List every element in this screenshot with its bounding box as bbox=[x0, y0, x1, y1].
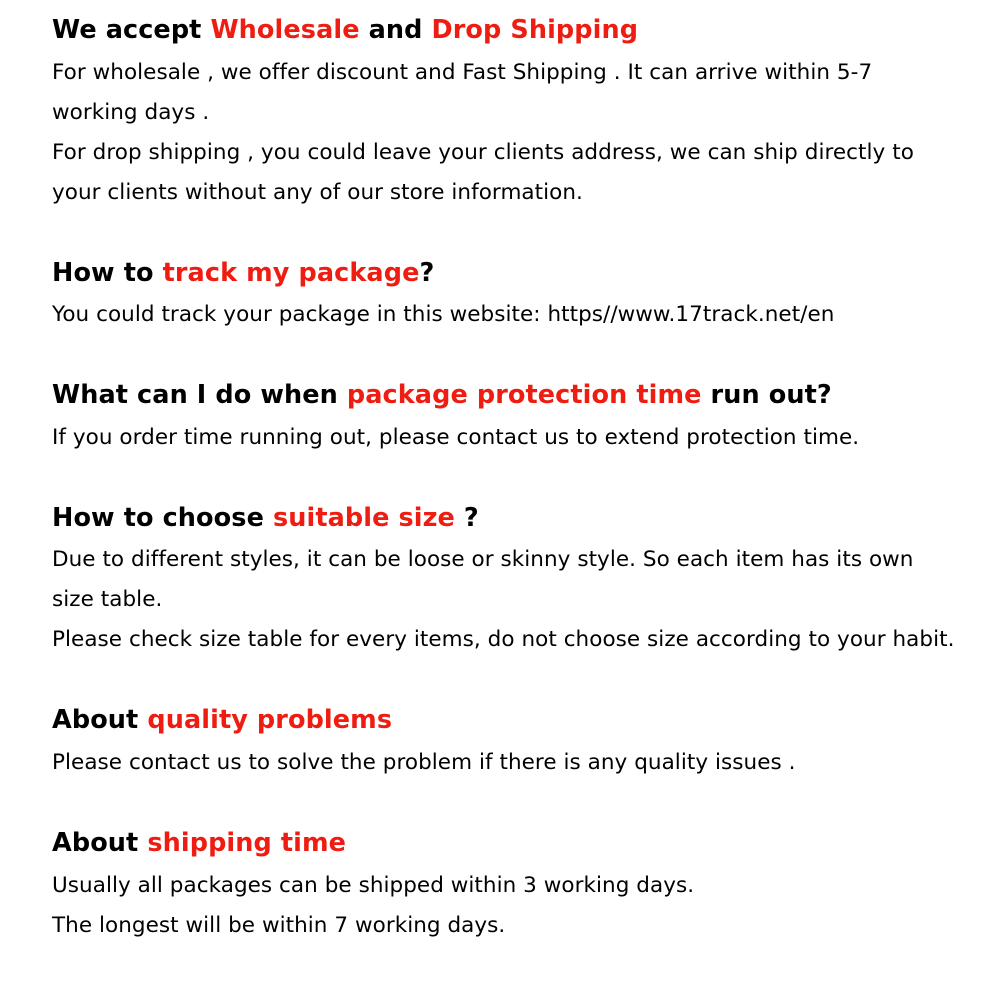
section-heading bbox=[52, 14, 956, 47]
faq-section-quality-problems bbox=[52, 704, 956, 783]
heading-part-accent: track my package bbox=[162, 257, 420, 288]
section-heading bbox=[52, 379, 956, 412]
section-paragraph: Please contact us to solve the problem if there is any quality issues . bbox=[52, 749, 796, 775]
spacer bbox=[52, 686, 956, 704]
faq-section-track-package bbox=[52, 257, 956, 336]
section-paragraph: For drop shipping , you could leave your clients address, we can ship directly to your clients without any of our store information. bbox=[52, 139, 914, 205]
spacer bbox=[52, 361, 956, 379]
section-paragraph: Usually all packages can be shipped within 3 working days. bbox=[52, 872, 695, 898]
heading-part: ? bbox=[454, 502, 479, 533]
section-heading bbox=[52, 502, 956, 535]
heading-part: What can I do when bbox=[52, 380, 347, 411]
section-heading bbox=[52, 827, 956, 860]
heading-part: How to bbox=[52, 257, 163, 288]
heading-part: About bbox=[52, 827, 148, 858]
heading-part-accent: Wholesale bbox=[210, 15, 360, 45]
section-heading bbox=[52, 257, 956, 290]
heading-part-accent: Drop Shipping bbox=[431, 15, 639, 45]
spacer bbox=[52, 239, 956, 257]
section-paragraph: For wholesale , we offer discount and Fast Shipping . It can arrive within 5-7 working days . bbox=[52, 59, 873, 125]
faq-section-shipping-time bbox=[52, 827, 956, 946]
heading-part: ? bbox=[419, 257, 435, 288]
heading-part: and bbox=[359, 15, 432, 45]
faq-section-protection-time bbox=[52, 379, 956, 458]
heading-part-accent: quality problems bbox=[147, 705, 393, 736]
heading-part: We accept bbox=[52, 15, 211, 45]
heading-part-accent: suitable size bbox=[272, 502, 455, 533]
faq-section-wholesale-drop-shipping bbox=[52, 14, 956, 213]
heading-part: run out? bbox=[701, 380, 832, 411]
heading-part-accent: shipping time bbox=[147, 827, 347, 858]
heading-part-accent: package protection time bbox=[346, 380, 702, 411]
section-paragraph: If you order time running out, please contact us to extend protection time. bbox=[52, 424, 860, 450]
heading-part: How to choose bbox=[52, 502, 273, 533]
section-paragraph: The longest will be within 7 working days. bbox=[52, 912, 506, 938]
section-paragraph: Due to different styles, it can be loose or skinny style. So each item has its own size table. bbox=[52, 547, 914, 613]
faq-section-suitable-size bbox=[52, 502, 956, 661]
section-paragraph: Please check size table for every items, do not choose size according to your habit. bbox=[52, 627, 955, 653]
section-paragraph: You could track your package in this website: https//www.17track.net/en bbox=[52, 302, 835, 328]
spacer bbox=[52, 484, 956, 502]
heading-part: About bbox=[52, 705, 148, 736]
spacer bbox=[52, 809, 956, 827]
section-heading bbox=[52, 704, 956, 737]
